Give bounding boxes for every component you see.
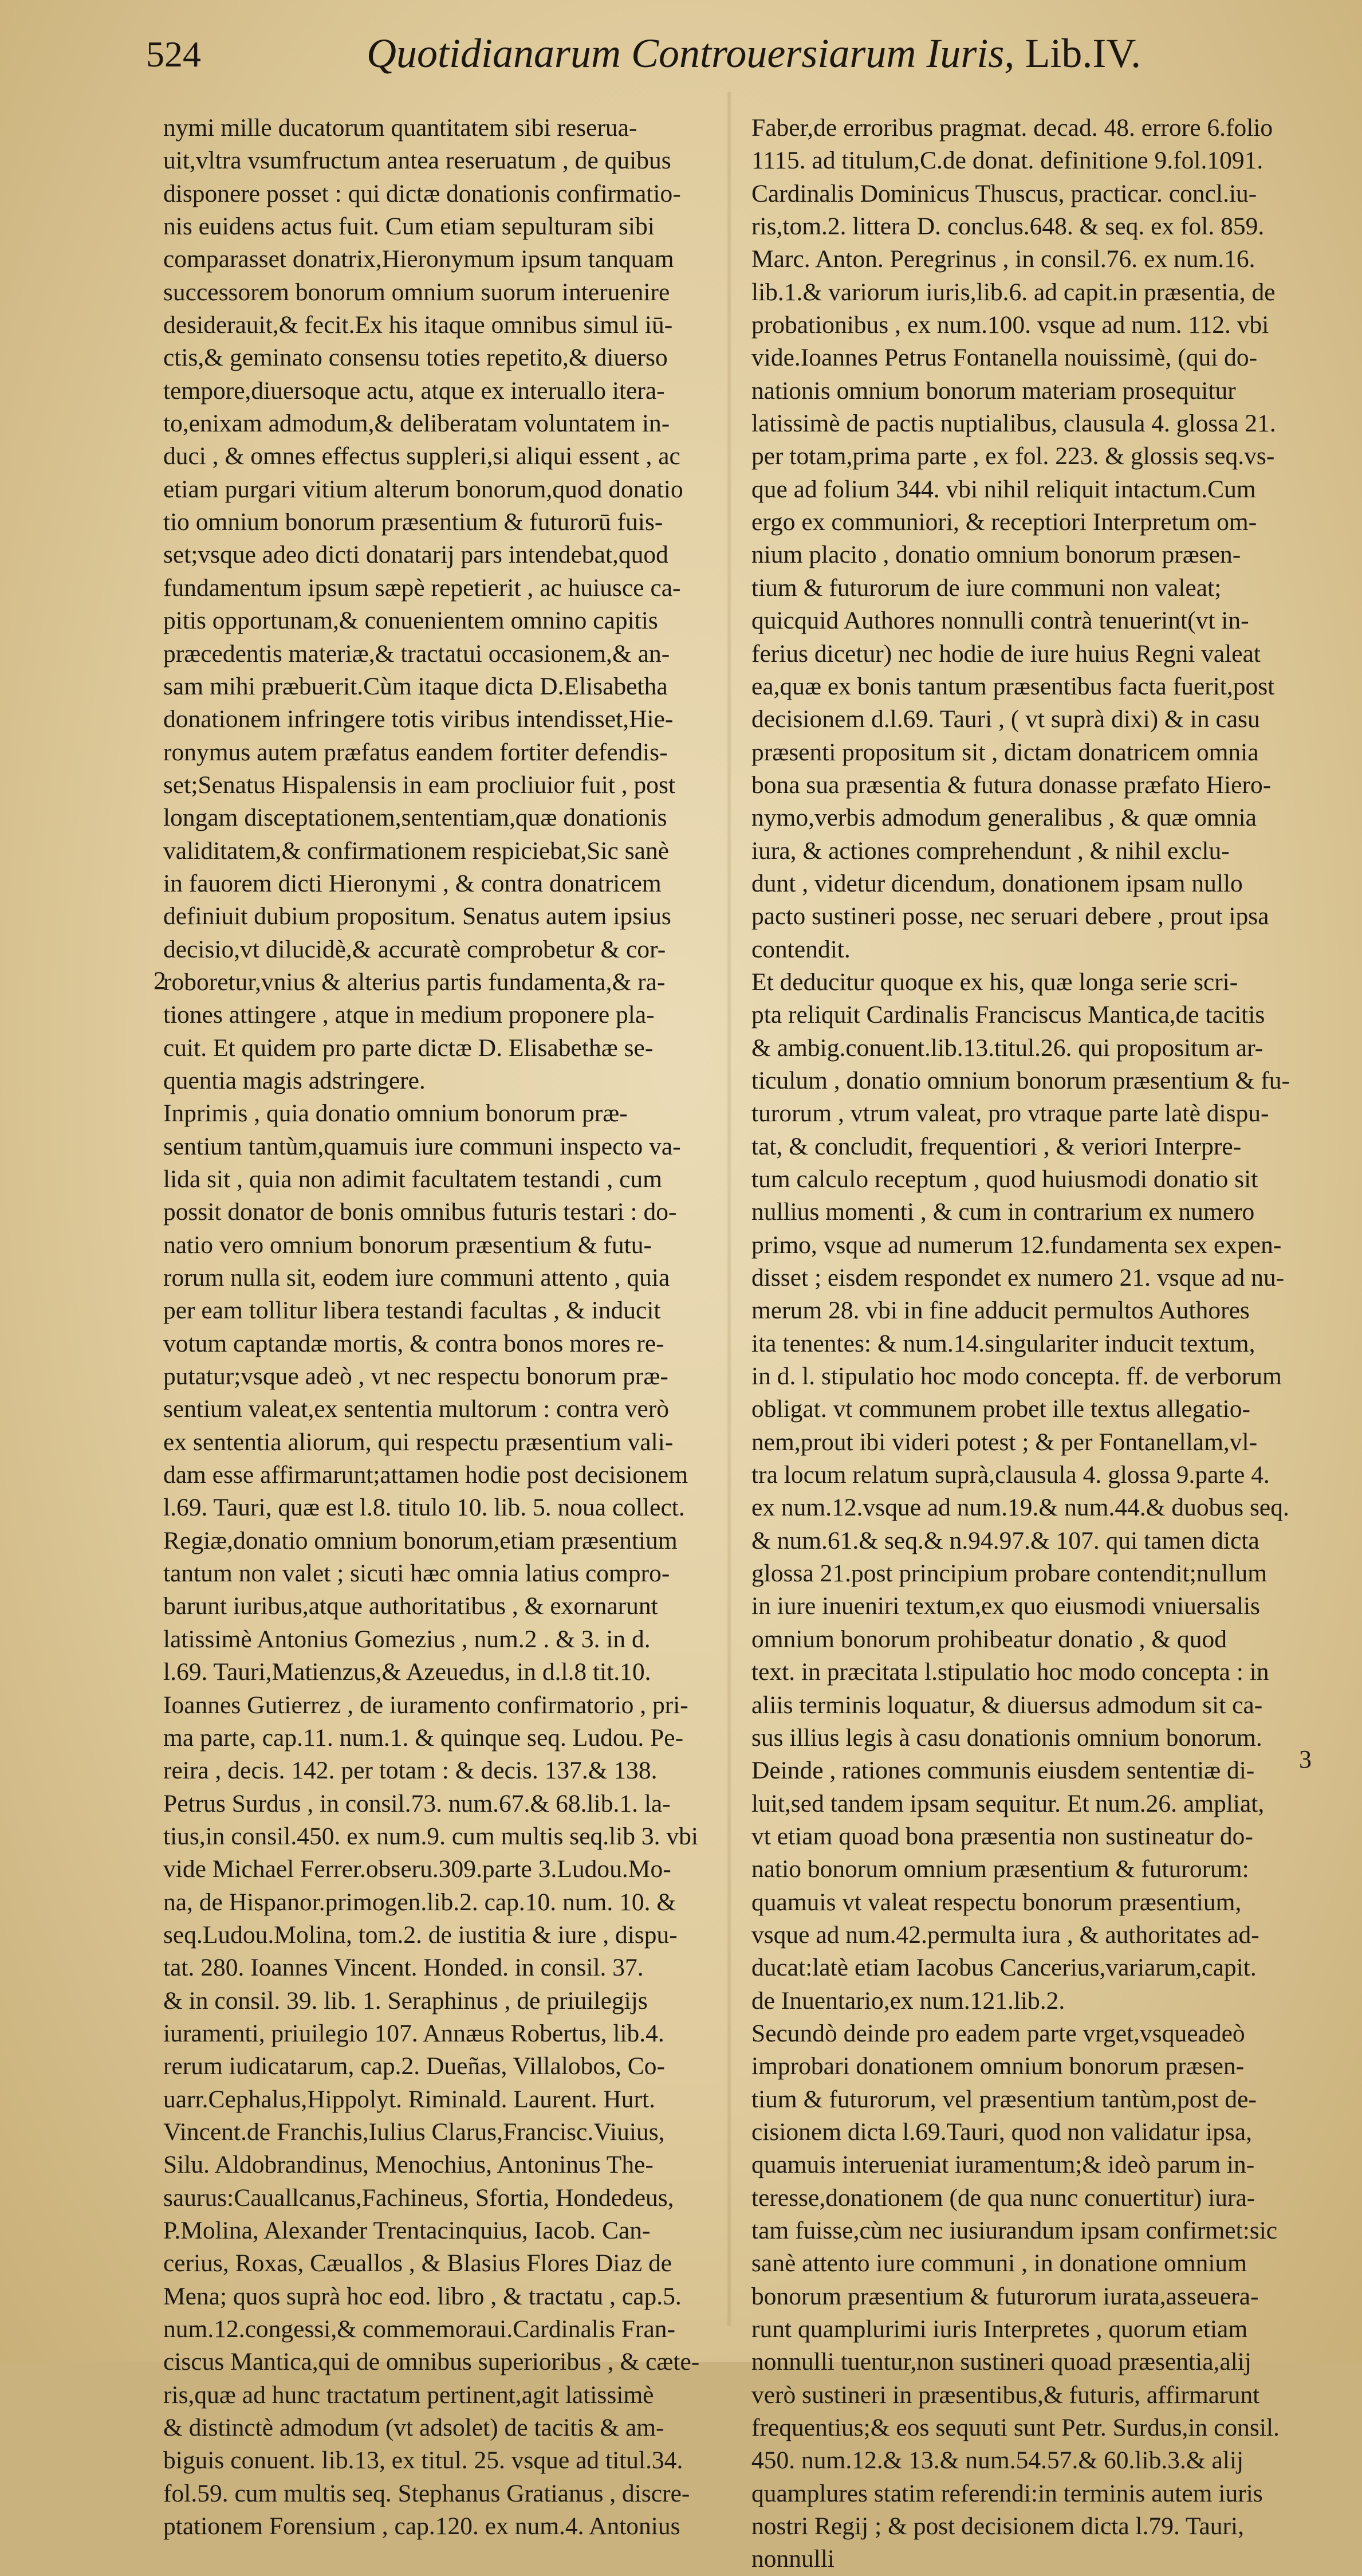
text-line: aliis terminis loquatur, & diuersus admodum sit ca- — [751, 1691, 1263, 1719]
text-line: set;Senatus Hispalensis in eam procliuior fuit , post — [163, 771, 676, 799]
text-line: & in consil. 39. lib. 1. Seraphinus , de priuilegijs — [163, 1986, 648, 2015]
text-line: set;vsque adeo dicti donatarij pars intendebat,quod — [163, 541, 668, 569]
text-line: merum 28. vbi in fine adducit permultos Authores — [751, 1297, 1250, 1325]
text-line: bonorum præsentium & futurorum iurata,asseuera- — [751, 2282, 1259, 2310]
text-line: sus illius legis à casu donationis omnium bonorum. — [751, 1723, 1262, 1752]
text-line: ex sententia aliorum, qui respectu præsentium vali- — [163, 1428, 674, 1456]
text-line: ris,tom.2. littera D. conclus.648. & seq. ex fol. 859. — [751, 213, 1265, 241]
text-line: pacto sustineri posse, nec seruari debere , prout ipsa — [751, 902, 1269, 930]
text-line: runt quamplurimi iuris Interpretes , quorum etiam — [751, 2315, 1248, 2343]
text-line: in fauorem dicti Hieronymi , & contra donatricem — [163, 869, 662, 897]
text-line: Petrus Surdus , in consil.73. num.67.& 68.lib.1. la- — [163, 1789, 671, 1817]
text-line: ris,quæ ad hunc tractatum pertinent,agit latissimè — [163, 2381, 654, 2409]
text-line: sentium valeat,ex sententia multorum : contra verò — [163, 1395, 670, 1423]
text-line: teresse,donationem (de qua nunc conuertitur) iura- — [751, 2184, 1255, 2212]
text-line: verò sustineri in præsentibus,& futuris, affirmarunt — [751, 2381, 1260, 2409]
text-line: glossa 21.post principium probare contendit;nullum — [751, 1560, 1267, 1588]
text-line: Marc. Anton. Peregrinus , in consil.76. ex num.16. — [751, 245, 1255, 273]
text-line: cisionem dicta l.69.Tauri, quod non validatur ipsa, — [751, 2118, 1253, 2146]
text-line: validitatem,& confirmationem respiciebat,Sic sanè — [163, 837, 669, 865]
text-line: duci , & omnes effectus suppleri,si aliqui essent , ac — [163, 442, 680, 470]
text-line: ronymus autem præfatus eandem fortiter defendis- — [163, 738, 668, 766]
text-line: ex num.12.vsque ad num.19.& num.44.& duobus seq. — [751, 1494, 1289, 1522]
running-head-book: Lib.IV. — [1025, 30, 1141, 76]
text-line: Ioannes Gutierrez , de iuramento confirmatorio , pri- — [163, 1691, 688, 1719]
text-line: nium placito , donatio omnium bonorum præsen- — [751, 541, 1241, 569]
text-line: nationis omnium bonorum materiam prosequitur — [751, 376, 1236, 405]
text-line: text. in præcitata l.stipulatio hoc modo concepta : in — [751, 1658, 1269, 1686]
text-line: cerius, Roxas, Cæuallos , & Blasius Flores Diaz de — [163, 2249, 672, 2277]
text-line: pta reliquit Cardinalis Franciscus Mantica,de tacitis — [751, 1001, 1265, 1029]
text-line: ticulum , donatio omnium bonorum præsentium & fu- — [751, 1066, 1290, 1094]
text-line: improbari donationem omnium bonorum præsen- — [751, 2052, 1245, 2080]
text-line: donationem infringere totis viribus intendisset,Hie- — [163, 705, 674, 733]
text-line: ciscus Mantica,qui de omnibus superioribus , & cæte- — [163, 2348, 700, 2376]
text-line: comparasset donatrix,Hieronymum ipsum tanquam — [163, 245, 674, 273]
text-line: iuramenti, priuilegio 107. Annæus Robertus, lib.4. — [163, 2019, 664, 2047]
running-head — [367, 30, 1141, 77]
text-line: uarr.Cephalus,Hippolyt. Riminald. Laurent. Hurt. — [163, 2085, 655, 2113]
margin-number-3: 3 — [1299, 1745, 1312, 1773]
text-line: Vincent.de Franchis,Iulius Clarus,Francisc.Viuius, — [163, 2118, 665, 2146]
text-line: tium & futurorum de iure communi non valeat; — [751, 574, 1222, 602]
text-line: vide.Ioannes Petrus Fontanella nouissimè, (qui do- — [751, 344, 1258, 372]
running-head-title: Quotidianarum Controuersiarum Iuris, — [367, 30, 1015, 76]
text-line: ergo ex communiori, & receptiori Interpretum om- — [751, 508, 1257, 536]
text-line: frequentius;& eos sequuti sunt Petr. Surdus,in consil. — [751, 2414, 1280, 2442]
text-line: tat. 280. Ioannes Vincent. Honded. in consil. 37. — [163, 1954, 644, 1982]
text-line: reira , decis. 142. per totam : & decis. 137.& 138. — [163, 1757, 658, 1785]
text-line: votum captandæ mortis, & contra bonos mores re- — [163, 1329, 664, 1357]
text-line: fundamentum ipsum sæpè repetierit , ac huiusce ca- — [163, 574, 681, 602]
text-line: & ambig.conuent.lib.13.titul.26. qui propositum ar- — [751, 1034, 1263, 1062]
text-line: rorum nulla sit, eodem iure communi attento , quia — [163, 1264, 670, 1292]
text-line: ita tenentes: & num.14.singulariter inducit textum, — [751, 1329, 1255, 1357]
text-line: luit,sed tandem ipsam sequitur. Et num.26. ampliat, — [751, 1789, 1265, 1817]
text-line: Secundò deinde pro eadem parte vrget,vsqueadeò — [751, 2019, 1245, 2047]
text-line: latissimè de pactis nuptialibus, clausula 4. glossa 21. — [751, 410, 1276, 438]
text-line: quamuis interueniat iuramentum;& ideò parum in- — [751, 2151, 1255, 2179]
text-line: Cardinalis Dominicus Thuscus, practicar. concl.iu- — [751, 179, 1257, 207]
text-line: roboretur,vnius & alterius partis fundamenta,& ra- — [163, 968, 666, 996]
text-line: dunt , videtur dicendum, donationem ipsam nullo — [751, 869, 1243, 897]
text-line: ferius dicetur) nec hodie de iure huius Regni valeat — [751, 639, 1261, 667]
text-line: ducat:latè etiam Iacobus Cancerius,variarum,capit. — [751, 1954, 1257, 1982]
text-line: probationibus , ex num.100. vsque ad num. 112. vbi — [751, 311, 1269, 339]
text-line: quamplures statim referendi:in terminis autem iuris — [751, 2479, 1263, 2507]
text-line: Silu. Aldobrandinus, Menochius, Antoninus The- — [163, 2151, 654, 2179]
right-column — [751, 112, 1296, 2576]
text-line: Et deducitur quoque ex his, quæ longa serie scri- — [751, 968, 1238, 996]
text-line: tam fuisse,cùm nec iusiurandum ipsam confirmet:sic — [751, 2217, 1278, 2244]
text-line: quentia magis adstringere. — [163, 1066, 426, 1094]
text-line: vt etiam quoad bona præsentia non sustineatur do- — [751, 1822, 1253, 1850]
text-line: 1115. ad titulum,C.de donat. definitione 9.fol.1091. — [751, 147, 1263, 175]
text-line: obligat. vt communem probet ille textus allegatio- — [751, 1395, 1250, 1423]
text-line: contendit. — [751, 935, 851, 963]
text-line: per totam,prima parte , ex fol. 223. & glossis seq.vs- — [751, 442, 1275, 470]
text-line: per eam tollitur libera testandi facultas , & inducit — [163, 1297, 661, 1325]
text-line: longam disceptationem,sententiam,quæ donationis — [163, 804, 667, 832]
text-line: rerum iudicatarum, cap.2. Dueñas, Villalobos, Co- — [163, 2052, 666, 2080]
text-line: definiuit dubium propositum. Senatus autem ipsius — [163, 902, 671, 930]
text-line: sanè attento iure communi , in donatione omnium — [751, 2249, 1247, 2277]
text-line: Mena; quos suprà hoc eod. libro , & tractatu , cap.5. — [163, 2282, 682, 2310]
text-line: ea,quæ ex bonis tantum præsentibus facta fuerit,post — [751, 672, 1275, 700]
text-line: na, de Hispanor.primogen.lib.2. cap.10. num. 10. & — [163, 1888, 676, 1916]
text-line: Faber,de erroribus pragmat. decad. 48. errore 6.folio — [751, 114, 1273, 142]
text-line: tium & futurorum, vel præsentium tantùm,post de- — [751, 2085, 1257, 2113]
text-line: disset ; eisdem respondet ex numero 21. vsque ad nu- — [751, 1264, 1285, 1292]
text-line: bona sua præsentia & futura donasse præfato Hiero- — [751, 771, 1272, 799]
text-line: seq.Ludou.Molina, tom.2. de iustitia & iure , dispu- — [163, 1921, 678, 1949]
text-line: nonnulli tuentur,non sustineri quoad præsentia,alij — [751, 2348, 1251, 2376]
text-line: l.69. Tauri,Matienzus,& Azeuedus, in d.l.8 tit.10. — [163, 1658, 651, 1686]
text-line: lib.1.& variorum iuris,lib.6. ad capit.in præsentia, de — [751, 278, 1276, 306]
text-line: 450. num.12.& 13.& num.54.57.& 60.lib.3.& alij — [751, 2447, 1244, 2475]
text-line: P.Molina, Alexander Trentacinquius, Iacob. Can- — [163, 2217, 651, 2244]
text-line: nonnulli — [751, 2545, 835, 2573]
text-line: decisio,vt dilucidè,& accuratè comprobetur & cor- — [163, 935, 666, 963]
text-line: pitis opportunam,& conuenientem omnino capitis — [163, 607, 658, 635]
text-line: ctis,& geminato consensu toties repetito,& diuerso — [163, 344, 668, 372]
text-line: ptationem Forensium , cap.120. ex num.4. Antonius — [163, 2512, 680, 2540]
text-line: fol.59. cum multis seq. Stephanus Gratianus , discre- — [163, 2479, 690, 2507]
text-line: etiam purgari vitium alterum bonorum,quod donatio — [163, 475, 683, 503]
text-line: nis euidens actus fuit. Cum etiam sepulturam sibi — [163, 213, 655, 241]
text-line: primo, vsque ad numerum 12.fundamenta sex expen- — [751, 1231, 1282, 1259]
text-line: uit,vltra vsumfructum antea reseruatum , de quibus — [163, 147, 671, 175]
text-line: Inprimis , quia donatio omnium bonorum præ- — [163, 1099, 628, 1128]
text-line: latissimè Antonius Gomezius , num.2 . & 3. in d. — [163, 1625, 651, 1653]
text-line: quicquid Authores nonnulli contrà tenuerint(vt in- — [751, 607, 1249, 635]
text-line: vide Michael Ferrer.obseru.309.parte 3.Ludou.Mo- — [163, 1855, 671, 1883]
text-line: tempore,diuersoque actu, atque ex interuallo itera- — [163, 376, 665, 405]
text-line: que ad folium 344. vbi nihil reliquit intactum.Cum — [751, 475, 1256, 503]
text-line: Regiæ,donatio omnium bonorum,etiam præsentium — [163, 1526, 678, 1554]
text-line: tantum non valet ; sicuti hæc omnia latius compro- — [163, 1560, 670, 1588]
text-line: saurus:Cauallcanus,Fachineus, Sfortia, Hondedeus, — [163, 2184, 674, 2212]
page-crease — [726, 92, 732, 2326]
text-line: sentium tantùm,quamuis iure communi inspecto va- — [163, 1132, 681, 1160]
text-line: disponere posset : qui dictæ donationis confirmatio- — [163, 179, 681, 207]
text-line: successorem bonorum omnium suorum interuenire — [163, 278, 670, 306]
text-line: natio vero omnium bonorum præsentium & futu- — [163, 1231, 652, 1259]
text-line: to,enixam admodum,& deliberatam voluntatem in- — [163, 410, 670, 438]
text-line: in iure inueniri textum,ex quo eiusmodi vniuersalis — [751, 1592, 1260, 1620]
text-line: vsque ad num.42.permulta iura , & authoritates ad- — [751, 1921, 1259, 1949]
text-line: & num.61.& seq.& n.94.97.& 107. qui tamen dicta — [751, 1526, 1259, 1554]
text-line: in d. l. stipulatio hoc modo concepta. ff. de verborum — [751, 1362, 1282, 1391]
text-line: lida sit , quia non adimit facultatem testandi , cum — [163, 1165, 662, 1193]
text-line: l.69. Tauri, quæ est l.8. titulo 10. lib. 5. noua collect. — [163, 1494, 685, 1522]
text-line: nymi mille ducatorum quantitatem sibi reserua- — [163, 114, 637, 142]
text-line: tio omnium bonorum præsentium & futurorū fuis- — [163, 508, 663, 536]
text-line: dam esse affirmarunt;attamen hodie post decisionem — [163, 1461, 688, 1489]
margin-number-2: 2 — [153, 967, 166, 995]
text-line: præcedentis materiæ,& tractatui occasionem,& an- — [163, 639, 670, 667]
text-line: biguis conuent. lib.13, ex titul. 25. vsque ad titul.34. — [163, 2447, 683, 2475]
left-column — [163, 112, 713, 2543]
text-line: iura, & actiones comprehendunt , & nihil exclu- — [751, 837, 1230, 865]
text-line: omnium bonorum prohibeatur donatio , & quod — [751, 1625, 1227, 1653]
text-line: barunt iuribus,atque authoritatibus , & exornarunt — [163, 1592, 658, 1620]
text-line: tum calculo receptum , quod huiusmodi donatio sit — [751, 1165, 1258, 1193]
text-line: num.12.congessi,& commemoraui.Cardinalis Fran- — [163, 2315, 676, 2343]
text-line: & distinctè admodum (vt adsolet) de tacitis & am- — [163, 2414, 664, 2442]
text-line: decisionem d.l.69. Tauri , ( vt suprà dixi) & in casu — [751, 705, 1260, 733]
page-number: 524 — [146, 34, 201, 74]
text-line: tat, & concludit, frequentiori , & veriori Interpre- — [751, 1132, 1242, 1160]
text-line: nymo,verbis admodum generalibus , & quæ omnia — [751, 804, 1257, 832]
text-line: natio bonorum omnium præsentium & futurorum: — [751, 1855, 1249, 1883]
text-line: præsenti propositum sit , dictam donatricem omnia — [751, 738, 1259, 766]
text-line: ma parte, cap.11. num.1. & quinque seq. Ludou. Pe- — [163, 1723, 684, 1752]
text-line: putatur;vsque adeò , vt nec respectu bonorum præ- — [163, 1362, 668, 1391]
text-line: cuit. Et quidem pro parte dictæ D. Elisabethæ se- — [163, 1034, 654, 1062]
text-line: nostri Regij ; & post decisionem dicta l.79. Tauri, — [751, 2512, 1244, 2540]
text-line: quamuis vt valeat respectu bonorum præsentium, — [751, 1888, 1242, 1916]
text-line: nullius momenti , & cum in contrarium ex numero — [751, 1198, 1255, 1226]
text-line: desiderauit,& fecit.Ex his itaque omnibus simul iū- — [163, 311, 673, 339]
text-line: de Inuentario,ex num.121.lib.2. — [751, 1986, 1065, 2015]
text-line: turorum , vtrum valeat, pro vtraque parte latè dispu- — [751, 1099, 1269, 1128]
text-line: nem,prout ibi videri potest ; & per Fontanellam,vl- — [751, 1428, 1258, 1456]
text-line: tius,in consil.450. ex num.9. cum multis seq.lib 3. vbi — [163, 1822, 699, 1850]
text-line: tiones attingere , atque in medium proponere pla- — [163, 1001, 655, 1029]
text-line: tra locum relatum suprà,clausula 4. glossa 9.parte 4. — [751, 1461, 1270, 1489]
text-line: possit donator de bonis omnibus futuris testari : do- — [163, 1198, 677, 1226]
text-line: sam mihi præbuerit.Cùm itaque dicta D.Elisabetha — [163, 672, 668, 700]
text-line: Deinde , rationes communis eiusdem sententiæ di- — [751, 1757, 1255, 1785]
